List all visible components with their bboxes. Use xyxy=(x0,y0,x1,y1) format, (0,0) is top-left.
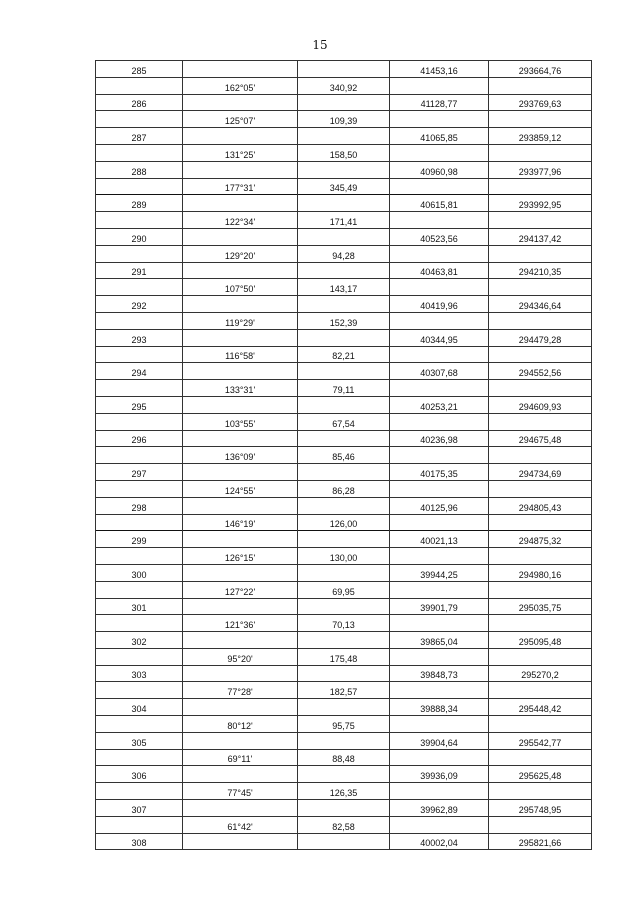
length-cell: 130,00 xyxy=(298,548,390,565)
point-id-cell xyxy=(96,77,183,94)
segment-row xyxy=(96,514,592,531)
y-coordinate-cell: 295542,77 xyxy=(489,732,592,749)
segment-row xyxy=(96,749,592,766)
point-row xyxy=(96,598,592,615)
x-coordinate-cell xyxy=(390,548,489,565)
y-coordinate-cell: 294734,69 xyxy=(489,464,592,481)
x-coordinate-cell: 40344,95 xyxy=(390,329,489,346)
length-cell: 85,46 xyxy=(298,447,390,464)
point-id-cell xyxy=(96,648,183,665)
y-coordinate-cell: 294210,35 xyxy=(489,262,592,279)
y-coordinate-cell xyxy=(489,749,592,766)
y-coordinate-cell xyxy=(489,480,592,497)
segment-row xyxy=(96,312,592,329)
point-id-cell xyxy=(96,178,183,195)
length-cell xyxy=(298,363,390,380)
segment-row xyxy=(96,648,592,665)
point-id-cell xyxy=(96,514,183,531)
x-coordinate-cell: 39848,73 xyxy=(390,665,489,682)
angle-cell xyxy=(183,94,298,111)
segment-row xyxy=(96,212,592,229)
angle-cell: 107°50' xyxy=(183,279,298,296)
x-coordinate-cell: 40125,96 xyxy=(390,497,489,514)
angle-cell xyxy=(183,833,298,850)
angle-cell: 116°58' xyxy=(183,346,298,363)
y-coordinate-cell: 294675,48 xyxy=(489,430,592,447)
angle-cell xyxy=(183,800,298,817)
x-coordinate-cell: 39901,79 xyxy=(390,598,489,615)
point-row xyxy=(96,329,592,346)
point-id-cell: 303 xyxy=(96,665,183,682)
y-coordinate-cell: 294609,93 xyxy=(489,396,592,413)
x-coordinate-cell: 40463,81 xyxy=(390,262,489,279)
point-id-cell xyxy=(96,615,183,632)
angle-cell: 125°07' xyxy=(183,111,298,128)
y-coordinate-cell xyxy=(489,816,592,833)
angle-cell: 136°09' xyxy=(183,447,298,464)
y-coordinate-cell xyxy=(489,346,592,363)
segment-row xyxy=(96,380,592,397)
point-id-cell xyxy=(96,245,183,262)
point-id-cell xyxy=(96,144,183,161)
segment-row xyxy=(96,783,592,800)
length-cell xyxy=(298,430,390,447)
x-coordinate-cell xyxy=(390,783,489,800)
length-cell xyxy=(298,329,390,346)
length-cell xyxy=(298,296,390,313)
angle-cell xyxy=(183,430,298,447)
length-cell: 88,48 xyxy=(298,749,390,766)
segment-row xyxy=(96,615,592,632)
angle-cell xyxy=(183,128,298,145)
y-coordinate-cell xyxy=(489,615,592,632)
x-coordinate-cell xyxy=(390,749,489,766)
x-coordinate-cell xyxy=(390,480,489,497)
segment-row xyxy=(96,480,592,497)
x-coordinate-cell xyxy=(390,312,489,329)
point-id-cell: 291 xyxy=(96,262,183,279)
point-row xyxy=(96,396,592,413)
x-coordinate-cell: 40002,04 xyxy=(390,833,489,850)
length-cell: 175,48 xyxy=(298,648,390,665)
point-row xyxy=(96,262,592,279)
length-cell: 152,39 xyxy=(298,312,390,329)
x-coordinate-cell xyxy=(390,111,489,128)
point-id-cell xyxy=(96,212,183,229)
angle-cell xyxy=(183,732,298,749)
angle-cell xyxy=(183,228,298,245)
angle-cell xyxy=(183,161,298,178)
point-id-cell: 290 xyxy=(96,228,183,245)
point-id-cell: 306 xyxy=(96,766,183,783)
page-number: 15 xyxy=(312,38,328,52)
x-coordinate-cell xyxy=(390,178,489,195)
y-coordinate-cell xyxy=(489,581,592,598)
angle-cell xyxy=(183,296,298,313)
x-coordinate-cell: 40253,21 xyxy=(390,396,489,413)
length-cell: 86,28 xyxy=(298,480,390,497)
x-coordinate-cell: 40307,68 xyxy=(390,363,489,380)
x-coordinate-cell: 39962,89 xyxy=(390,800,489,817)
y-coordinate-cell xyxy=(489,783,592,800)
point-id-cell xyxy=(96,346,183,363)
point-id-cell: 296 xyxy=(96,430,183,447)
coordinates-table-body xyxy=(96,61,592,850)
y-coordinate-cell xyxy=(489,682,592,699)
y-coordinate-cell: 294552,56 xyxy=(489,363,592,380)
x-coordinate-cell xyxy=(390,716,489,733)
x-coordinate-cell xyxy=(390,144,489,161)
x-coordinate-cell xyxy=(390,816,489,833)
segment-row xyxy=(96,548,592,565)
x-coordinate-cell xyxy=(390,77,489,94)
angle-cell: 162°05' xyxy=(183,77,298,94)
length-cell xyxy=(298,800,390,817)
angle-cell xyxy=(183,564,298,581)
point-id-cell: 287 xyxy=(96,128,183,145)
angle-cell: 122°34' xyxy=(183,212,298,229)
point-id-cell: 288 xyxy=(96,161,183,178)
y-coordinate-cell: 295270,2 xyxy=(489,665,592,682)
length-cell xyxy=(298,632,390,649)
length-cell xyxy=(298,833,390,850)
length-cell: 345,49 xyxy=(298,178,390,195)
y-coordinate-cell xyxy=(489,548,592,565)
y-coordinate-cell xyxy=(489,312,592,329)
length-cell: 126,35 xyxy=(298,783,390,800)
segment-row xyxy=(96,716,592,733)
length-cell xyxy=(298,195,390,212)
point-id-cell: 293 xyxy=(96,329,183,346)
angle-cell xyxy=(183,195,298,212)
angle-cell xyxy=(183,61,298,78)
y-coordinate-cell xyxy=(489,279,592,296)
y-coordinate-cell: 294346,64 xyxy=(489,296,592,313)
length-cell xyxy=(298,94,390,111)
angle-cell: 61°42' xyxy=(183,816,298,833)
angle-cell: 127°22' xyxy=(183,581,298,598)
length-cell: 158,50 xyxy=(298,144,390,161)
y-coordinate-cell xyxy=(489,245,592,262)
x-coordinate-cell: 40419,96 xyxy=(390,296,489,313)
angle-cell: 77°28' xyxy=(183,682,298,699)
y-coordinate-cell xyxy=(489,514,592,531)
y-coordinate-cell: 293992,95 xyxy=(489,195,592,212)
y-coordinate-cell: 293769,63 xyxy=(489,94,592,111)
length-cell xyxy=(298,732,390,749)
angle-cell: 80°12' xyxy=(183,716,298,733)
point-row xyxy=(96,228,592,245)
x-coordinate-cell xyxy=(390,648,489,665)
point-row xyxy=(96,732,592,749)
y-coordinate-cell xyxy=(489,77,592,94)
x-coordinate-cell xyxy=(390,447,489,464)
angle-cell: 69°11' xyxy=(183,749,298,766)
angle-cell: 177°31' xyxy=(183,178,298,195)
segment-row xyxy=(96,413,592,430)
x-coordinate-cell xyxy=(390,581,489,598)
y-coordinate-cell: 293977,96 xyxy=(489,161,592,178)
point-id-cell: 300 xyxy=(96,564,183,581)
length-cell: 70,13 xyxy=(298,615,390,632)
x-coordinate-cell xyxy=(390,346,489,363)
length-cell xyxy=(298,396,390,413)
x-coordinate-cell: 39865,04 xyxy=(390,632,489,649)
point-id-cell: 285 xyxy=(96,61,183,78)
length-cell: 126,00 xyxy=(298,514,390,531)
length-cell xyxy=(298,161,390,178)
point-id-cell: 292 xyxy=(96,296,183,313)
x-coordinate-cell: 40236,98 xyxy=(390,430,489,447)
point-id-cell xyxy=(96,447,183,464)
angle-cell xyxy=(183,632,298,649)
x-coordinate-cell: 41065,85 xyxy=(390,128,489,145)
angle-cell: 124°55' xyxy=(183,480,298,497)
point-row xyxy=(96,833,592,850)
point-id-cell xyxy=(96,380,183,397)
point-row xyxy=(96,296,592,313)
y-coordinate-cell: 294875,32 xyxy=(489,531,592,548)
y-coordinate-cell: 295625,48 xyxy=(489,766,592,783)
point-id-cell xyxy=(96,548,183,565)
angle-cell: 95°20' xyxy=(183,648,298,665)
point-row xyxy=(96,766,592,783)
length-cell xyxy=(298,665,390,682)
segment-row xyxy=(96,346,592,363)
point-id-cell xyxy=(96,413,183,430)
angle-cell: 103°55' xyxy=(183,413,298,430)
length-cell: 69,95 xyxy=(298,581,390,598)
x-coordinate-cell: 39904,64 xyxy=(390,732,489,749)
point-row xyxy=(96,699,592,716)
angle-cell: 133°31' xyxy=(183,380,298,397)
x-coordinate-cell xyxy=(390,413,489,430)
length-cell xyxy=(298,228,390,245)
point-id-cell: 299 xyxy=(96,531,183,548)
point-id-cell xyxy=(96,480,183,497)
point-id-cell: 305 xyxy=(96,732,183,749)
y-coordinate-cell xyxy=(489,178,592,195)
segment-row xyxy=(96,447,592,464)
point-row xyxy=(96,531,592,548)
point-row xyxy=(96,665,592,682)
y-coordinate-cell: 294137,42 xyxy=(489,228,592,245)
point-id-cell xyxy=(96,682,183,699)
y-coordinate-cell xyxy=(489,380,592,397)
angle-cell xyxy=(183,665,298,682)
point-id-cell: 297 xyxy=(96,464,183,481)
angle-cell xyxy=(183,598,298,615)
point-id-cell xyxy=(96,581,183,598)
coordinates-table xyxy=(95,60,592,850)
angle-cell: 121°36' xyxy=(183,615,298,632)
point-id-cell: 294 xyxy=(96,363,183,380)
x-coordinate-cell xyxy=(390,212,489,229)
y-coordinate-cell xyxy=(489,447,592,464)
segment-row xyxy=(96,144,592,161)
y-coordinate-cell xyxy=(489,212,592,229)
length-cell: 340,92 xyxy=(298,77,390,94)
point-id-cell xyxy=(96,783,183,800)
point-id-cell: 308 xyxy=(96,833,183,850)
point-id-cell: 286 xyxy=(96,94,183,111)
length-cell xyxy=(298,699,390,716)
point-row xyxy=(96,497,592,514)
point-id-cell: 304 xyxy=(96,699,183,716)
segment-row xyxy=(96,245,592,262)
point-id-cell xyxy=(96,312,183,329)
y-coordinate-cell: 295448,42 xyxy=(489,699,592,716)
angle-cell xyxy=(183,396,298,413)
point-id-cell: 295 xyxy=(96,396,183,413)
segment-row xyxy=(96,111,592,128)
length-cell xyxy=(298,766,390,783)
point-row xyxy=(96,61,592,78)
x-coordinate-cell xyxy=(390,514,489,531)
angle-cell xyxy=(183,699,298,716)
length-cell xyxy=(298,61,390,78)
point-row xyxy=(96,632,592,649)
angle-cell: 146°19' xyxy=(183,514,298,531)
y-coordinate-cell: 293664,76 xyxy=(489,61,592,78)
x-coordinate-cell xyxy=(390,245,489,262)
y-coordinate-cell xyxy=(489,716,592,733)
angle-cell xyxy=(183,363,298,380)
point-id-cell: 307 xyxy=(96,800,183,817)
segment-row xyxy=(96,77,592,94)
x-coordinate-cell: 40021,13 xyxy=(390,531,489,548)
length-cell xyxy=(298,598,390,615)
length-cell: 94,28 xyxy=(298,245,390,262)
point-row xyxy=(96,430,592,447)
x-coordinate-cell: 40175,35 xyxy=(390,464,489,481)
point-row xyxy=(96,564,592,581)
point-id-cell xyxy=(96,749,183,766)
point-id-cell: 301 xyxy=(96,598,183,615)
length-cell: 171,41 xyxy=(298,212,390,229)
length-cell xyxy=(298,564,390,581)
point-row xyxy=(96,800,592,817)
segment-row xyxy=(96,279,592,296)
y-coordinate-cell: 295095,48 xyxy=(489,632,592,649)
x-coordinate-cell: 39888,34 xyxy=(390,699,489,716)
x-coordinate-cell: 41453,16 xyxy=(390,61,489,78)
length-cell xyxy=(298,262,390,279)
point-row xyxy=(96,464,592,481)
x-coordinate-cell: 39944,25 xyxy=(390,564,489,581)
x-coordinate-cell: 39936,09 xyxy=(390,766,489,783)
length-cell: 109,39 xyxy=(298,111,390,128)
angle-cell: 129°20' xyxy=(183,245,298,262)
y-coordinate-cell: 293859,12 xyxy=(489,128,592,145)
point-row xyxy=(96,161,592,178)
point-row xyxy=(96,128,592,145)
length-cell: 143,17 xyxy=(298,279,390,296)
point-id-cell: 298 xyxy=(96,497,183,514)
y-coordinate-cell: 295748,95 xyxy=(489,800,592,817)
y-coordinate-cell: 294479,28 xyxy=(489,329,592,346)
angle-cell: 77°45' xyxy=(183,783,298,800)
angle-cell: 131°25' xyxy=(183,144,298,161)
point-row xyxy=(96,94,592,111)
segment-row xyxy=(96,178,592,195)
length-cell: 79,11 xyxy=(298,380,390,397)
point-id-cell xyxy=(96,716,183,733)
angle-cell xyxy=(183,329,298,346)
segment-row xyxy=(96,682,592,699)
point-id-cell xyxy=(96,816,183,833)
length-cell: 182,57 xyxy=(298,682,390,699)
x-coordinate-cell xyxy=(390,682,489,699)
length-cell: 67,54 xyxy=(298,413,390,430)
angle-cell: 119°29' xyxy=(183,312,298,329)
point-id-cell: 302 xyxy=(96,632,183,649)
angle-cell xyxy=(183,464,298,481)
x-coordinate-cell xyxy=(390,615,489,632)
x-coordinate-cell xyxy=(390,279,489,296)
x-coordinate-cell: 40523,56 xyxy=(390,228,489,245)
length-cell xyxy=(298,464,390,481)
y-coordinate-cell xyxy=(489,413,592,430)
point-id-cell xyxy=(96,111,183,128)
point-row xyxy=(96,195,592,212)
y-coordinate-cell: 295035,75 xyxy=(489,598,592,615)
length-cell: 95,75 xyxy=(298,716,390,733)
angle-cell xyxy=(183,766,298,783)
y-coordinate-cell: 294805,43 xyxy=(489,497,592,514)
angle-cell xyxy=(183,262,298,279)
point-id-cell: 289 xyxy=(96,195,183,212)
angle-cell: 126°15' xyxy=(183,548,298,565)
y-coordinate-cell xyxy=(489,144,592,161)
x-coordinate-cell xyxy=(390,380,489,397)
y-coordinate-cell xyxy=(489,111,592,128)
angle-cell xyxy=(183,497,298,514)
x-coordinate-cell: 41128,77 xyxy=(390,94,489,111)
length-cell: 82,21 xyxy=(298,346,390,363)
length-cell xyxy=(298,531,390,548)
segment-row xyxy=(96,581,592,598)
length-cell xyxy=(298,128,390,145)
length-cell: 82,58 xyxy=(298,816,390,833)
point-row xyxy=(96,363,592,380)
length-cell xyxy=(298,497,390,514)
angle-cell xyxy=(183,531,298,548)
segment-row xyxy=(96,816,592,833)
x-coordinate-cell: 40960,98 xyxy=(390,161,489,178)
point-id-cell xyxy=(96,279,183,296)
x-coordinate-cell: 40615,81 xyxy=(390,195,489,212)
y-coordinate-cell: 295821,66 xyxy=(489,833,592,850)
y-coordinate-cell xyxy=(489,648,592,665)
y-coordinate-cell: 294980,16 xyxy=(489,564,592,581)
